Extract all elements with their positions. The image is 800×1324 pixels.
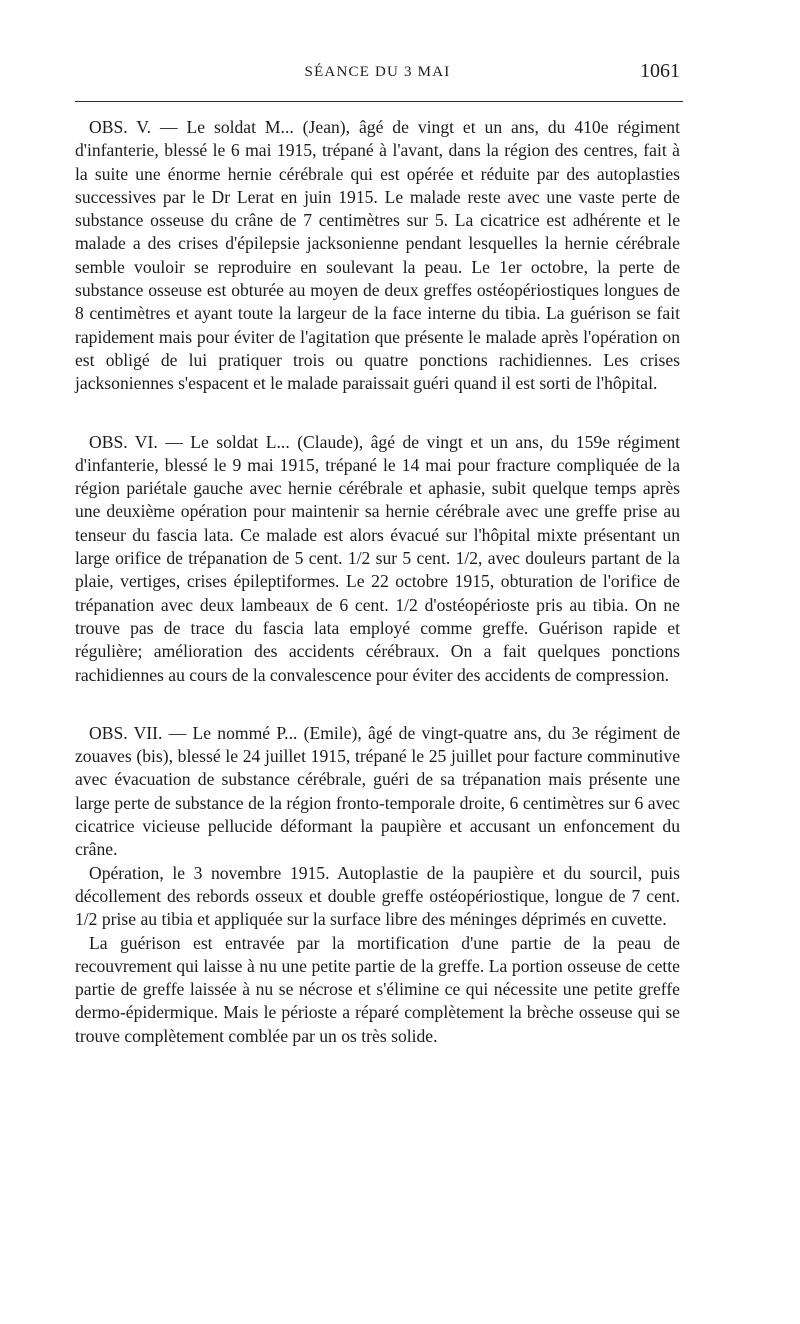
body-text xyxy=(75,116,680,1048)
running-head: SÉANCE DU 3 MAI xyxy=(304,64,451,80)
observation-7-operation: Opération, le 3 novembre 1915. Autoplastie de la paupière et du sourcil, puis décollement des rebords osseux et double greffe ostéopériostique, longue de 7 cent. 1/2 prise au tibia et appliquée sur la surface libre des méninges déprimés en cuvette. xyxy=(75,862,680,930)
header-rule xyxy=(75,101,683,102)
observation-5: OBS. V. — Le soldat M... (Jean), âgé de vingt et un ans, du 410e régiment d'infanterie, blessé le 6 mai 1915, trépané à l'avant, dans la région des centres, fait à la suite une énorme hernie cérébrale qui est opérée et réduite par des autoplasties successives par le Dr Lerat en juin 1915. Le malade reste avec une vaste perte de substance osseuse du crâne de 7 centimètres sur 5. La cicatrice est adhérente et le malade a des crises d'épilepsie jacksonienne pendant lesquelles la hernie cérébrale semble vouloir se reproduire en soulevant la peau. Le 1er octobre, la perte de substance osseuse est obturée au moyen de deux greffes ostéopériostiques longues de 8 centimètres et ayant toute la largeur de la face interne du tibia. La guérison se fait rapidement mais pour éviter de l'agitation que présente le malade après l'opération on est obligé de lui pratiquer trois ou quatre ponctions rachidiennes. Les crises jacksoniennes s'espacent et le malade paraissait guéri quand il est sorti de l'hôpital. xyxy=(75,117,680,394)
observation-6: OBS. VI. — Le soldat L... (Claude), âgé de vingt et un ans, du 159e régiment d'infanterie, blessé le 9 mai 1915, trépané le 14 mai pour fracture compliquée de la région pariétale gauche avec hernie cérébrale et aphasie, subit quelque temps après une deuxième opération pour maintenir sa hernie cérébrale avec une greffe prise au tenseur du fascia lata. Ce malade est alors évacué sur l'hôpital mixte présentant un large orifice de trépanation de 5 cent. 1/2 sur 5 cent. 1/2, avec douleurs partant de la plaie, vertiges, crises épileptiformes. Le 22 octobre 1915, obturation de l'orifice de trépanation avec deux lambeaux de 6 cent. 1/2 d'ostéopérioste pris au tibia. On ne trouve pas de trace du fascia lata employé comme greffe. Guérison rapide et régulière; amélioration des accidents cérébraux. On a fait quelques ponctions rachidiennes au cours de la convalescence pour éviter des accidents de compression. xyxy=(75,431,680,685)
observation-7-outcome: La guérison est entravée par la mortification d'une partie de la peau de recouvrement qui laisse à nu une petite partie de la greffe. La portion osseuse de cette partie de greffe laissée à nu se nécrose et s'élimine ce qui nécessite une petite greffe dermo-épidermique. Mais le périoste a réparé complètement la brèche osseuse qui se trouve complètement comblée par un os très solide. xyxy=(75,932,680,1046)
observation-7: OBS. VII. — Le nommé P... (Emile), âgé de vingt-quatre ans, du 3e régiment de zouaves (bis), blessé le 24 juillet 1915, trépané le 25 juillet pour facture comminutive avec évacuation de substance cérébrale, guéri de sa trépanation mais présente une large perte de substance de la région fronto-temporale droite, 6 centimètres sur 6 avec cicatrice vicieuse pellucide déformant la paupière et accusant un enfoncement du crâne. xyxy=(75,722,680,860)
section-gap xyxy=(75,396,680,431)
page-header xyxy=(75,62,680,92)
page-number: 1061 xyxy=(640,60,680,82)
section-gap xyxy=(75,687,680,722)
